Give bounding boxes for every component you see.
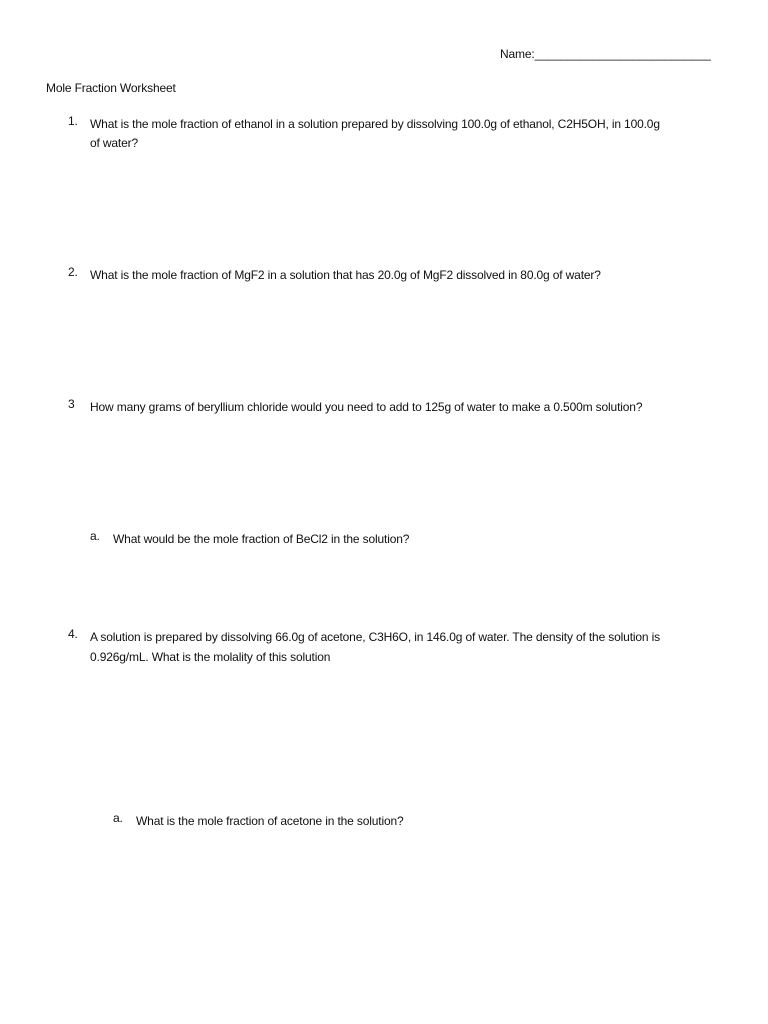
question-1-line-1: What is the mole fraction of ethanol in a solution prepared by dissolving 100.0g of ethanol, C2H5OH, in 100.0g xyxy=(90,117,660,131)
question-3a-letter: a. xyxy=(90,529,100,543)
question-2-line-1: What is the mole fraction of MgF2 in a solution that has 20.0g of MgF2 dissolved in 80.0g of water? xyxy=(90,268,601,282)
question-4-number: 4. xyxy=(68,627,78,641)
name-field-line: Name:___________________________ xyxy=(500,47,711,61)
question-1-number: 1. xyxy=(68,114,78,128)
question-3a-text: What would be the mole fraction of BeCl2 in the solution? xyxy=(113,532,410,546)
question-2-number: 2. xyxy=(68,265,78,279)
question-4a-text: What is the mole fraction of acetone in the solution? xyxy=(136,814,404,828)
question-3-line-1: How many grams of beryllium chloride would you need to add to 125g of water to make a 0.500m solution? xyxy=(90,400,643,414)
question-1-line-2: of water? xyxy=(90,136,139,150)
question-4a-letter: a. xyxy=(113,811,123,825)
question-4-line-1: A solution is prepared by dissolving 66.0g of acetone, C3H6O, in 146.0g of water. The density of the solution is xyxy=(90,630,661,644)
question-3-number: 3 xyxy=(68,397,75,411)
worksheet-title: Mole Fraction Worksheet xyxy=(46,81,176,95)
question-4-line-2: 0.926g/mL. What is the molality of this solution xyxy=(90,650,331,664)
